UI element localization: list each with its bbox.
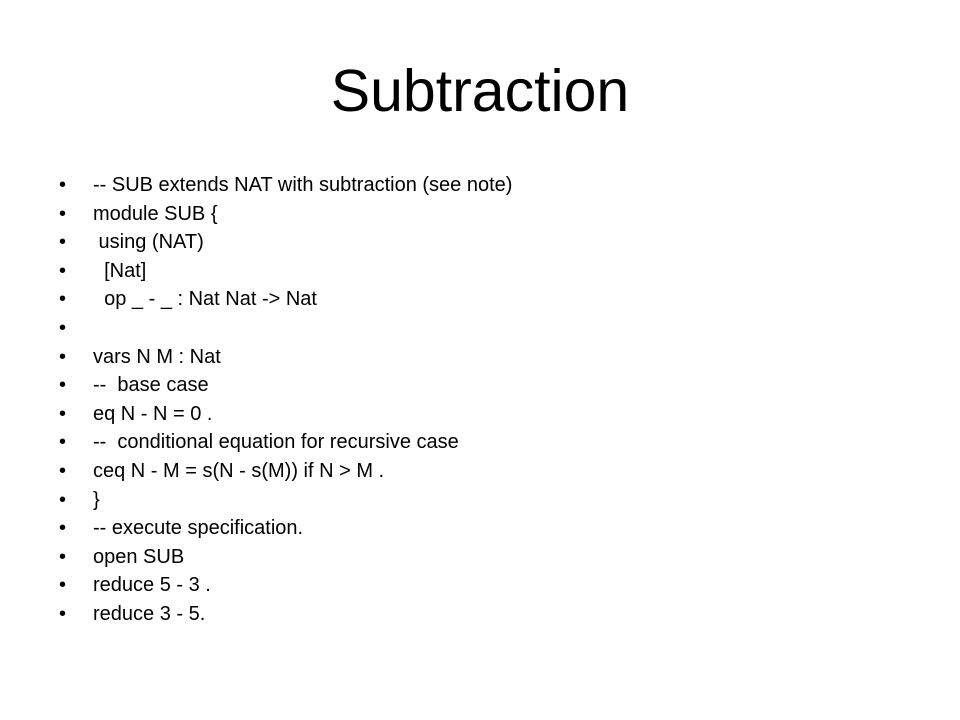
bullet-icon: • bbox=[59, 545, 67, 568]
bullet-text: reduce 5 - 3 . bbox=[93, 574, 211, 597]
bullet-item bbox=[0, 571, 960, 600]
bullet-text: vars N M : Nat bbox=[93, 345, 221, 368]
bullet-icon: • bbox=[59, 517, 67, 540]
bullet-item bbox=[0, 257, 960, 286]
bullet-icon: • bbox=[59, 602, 67, 625]
bullet-item bbox=[0, 400, 960, 429]
bullet-item bbox=[0, 314, 960, 343]
bullet-icon: • bbox=[59, 459, 67, 482]
bullet-text: op _ - _ : Nat Nat -> Nat bbox=[93, 288, 317, 311]
bullet-text: eq N - N = 0 . bbox=[93, 402, 213, 425]
bullet-icon: • bbox=[59, 402, 67, 425]
slide-title: Subtraction bbox=[330, 58, 630, 124]
bullet-icon: • bbox=[59, 374, 67, 397]
bullet-text: reduce 3 - 5. bbox=[93, 602, 206, 625]
bullet-text: [Nat] bbox=[93, 259, 147, 282]
bullet-text: -- SUB extends NAT with subtraction (see note) bbox=[93, 174, 513, 196]
bullet-text: open SUB bbox=[93, 545, 185, 568]
bullet-item bbox=[0, 428, 960, 457]
bullet-item bbox=[0, 543, 960, 572]
bullet-icon: • bbox=[59, 574, 67, 597]
bullet-icon: • bbox=[59, 288, 67, 311]
bullet-item bbox=[0, 514, 960, 543]
bullet-icon: • bbox=[59, 488, 67, 511]
bullet-text: using (NAT) bbox=[93, 231, 204, 254]
bullet-text: ceq N - M = s(N - s(M)) if N > M . bbox=[93, 459, 385, 482]
bullet-icon: • bbox=[59, 345, 67, 368]
bullet-text: -- conditional equation for recursive case bbox=[93, 431, 459, 454]
bullet-item bbox=[0, 228, 960, 257]
bullet-icon: • bbox=[59, 316, 67, 339]
bullet-icon: • bbox=[59, 231, 67, 254]
bullet-item bbox=[0, 171, 960, 200]
bullet-item bbox=[0, 457, 960, 486]
bullet-item bbox=[0, 200, 960, 229]
bullet-text: -- base case bbox=[93, 374, 209, 397]
bullet-text: -- execute specification. bbox=[93, 517, 304, 540]
bullet-icon: • bbox=[59, 431, 67, 454]
bullet-icon: • bbox=[59, 174, 67, 196]
bullet-list bbox=[0, 171, 960, 629]
bullet-text: } bbox=[93, 488, 100, 511]
bullet-text: module SUB { bbox=[93, 202, 218, 225]
bullet-item bbox=[0, 285, 960, 314]
bullet-item bbox=[0, 600, 960, 629]
bullet-item bbox=[0, 343, 960, 372]
bullet-item bbox=[0, 486, 960, 515]
bullet-icon: • bbox=[59, 259, 67, 282]
bullet-icon: • bbox=[59, 202, 67, 225]
bullet-item bbox=[0, 371, 960, 400]
